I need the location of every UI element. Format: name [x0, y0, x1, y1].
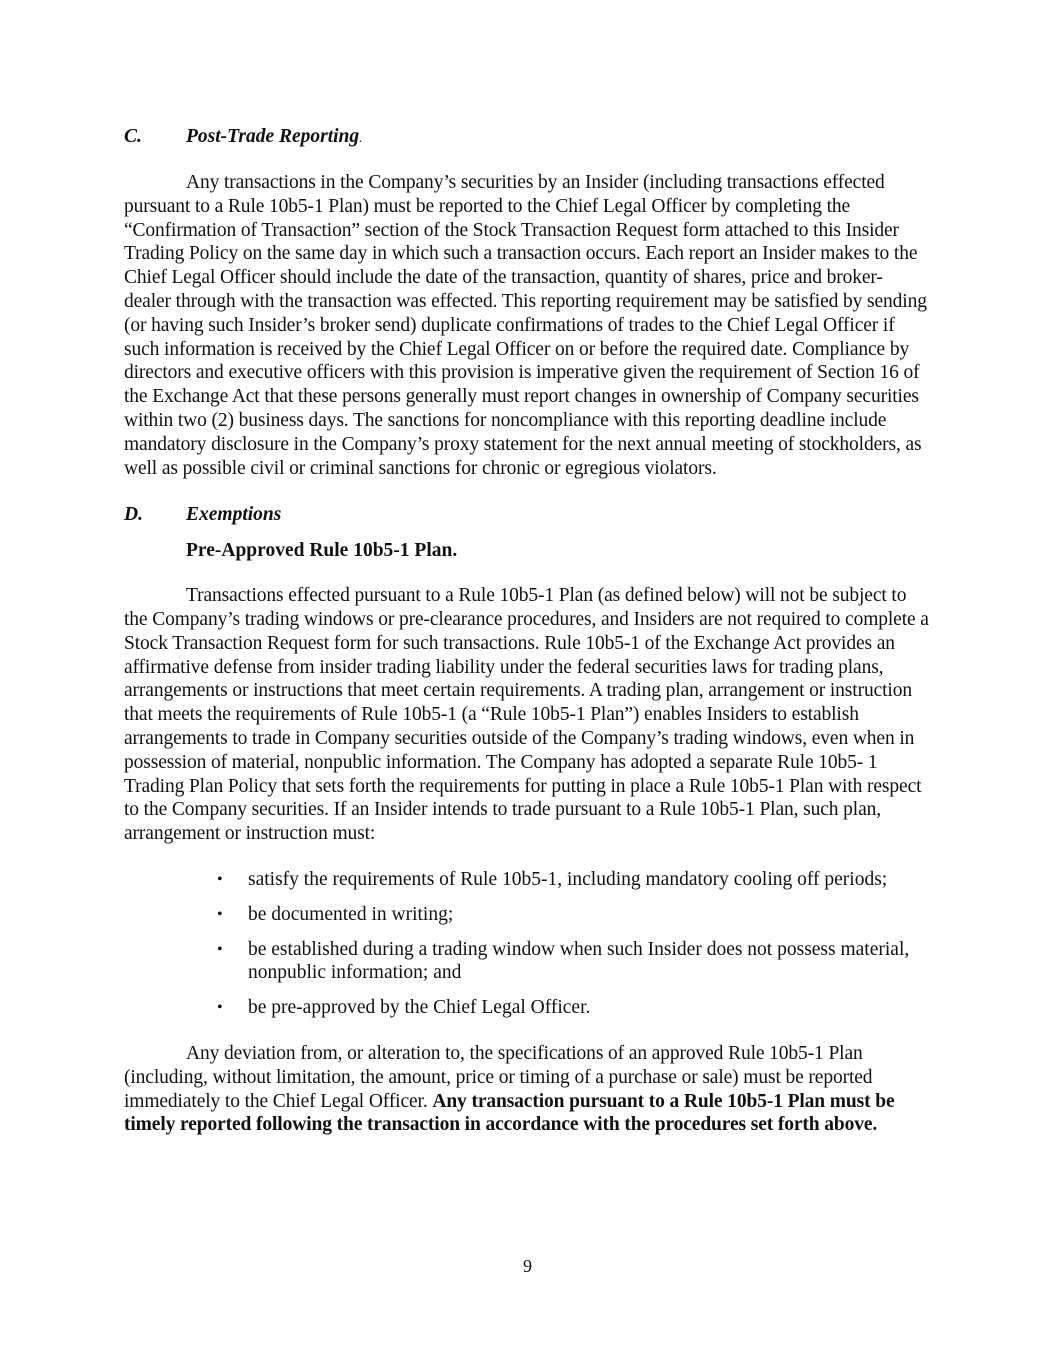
- section-d-paragraph: Transactions effected pursuant to a Rule 10b5-1 Plan (as defined below) will not be subject to the Company’s trading windows or pre-clearance procedures, and Insiders are not required to complete a Stock Transaction Request form for such transactions. Rule 10b5-1 of the Exchange Act provides an affirmative defense from insider trading liability under the federal securities laws for trading plans, arrangements or instructions that meet certain requirements. A trading plan, arrangement or instruction that meets the requirements of Rule 10b5-1 (a “Rule 10b5-1 Plan”) enables Insiders to establish arrangements to trade in Company securities outside of the Company’s trading windows, even when in possession of material, nonpublic information. The Company has adopted a separate Rule 10b5- 1 Trading Plan Policy that sets forth the requirements for putting in place a Rule 10b5-1 Plan with respect to the Company securities. If an Insider intends to trade pursuant to a Rule 10b5-1 Plan, such plan, arrangement or instruction must:: [124, 585, 929, 845]
- bullet-icon: •: [217, 999, 223, 1017]
- section-c-title-punct: .: [359, 130, 363, 145]
- bullet-text: be pre-approved by the Chief Legal Officer.: [248, 997, 591, 1019]
- section-c-letter: C.: [124, 126, 142, 147]
- section-c-heading: [124, 125, 929, 149]
- bullet-icon: •: [217, 870, 223, 888]
- section-c-title: Post-Trade Reporting: [186, 126, 360, 147]
- closing-paragraph-emphasis: Any transaction pursuant to a Rule 10b5-1 Plan must be timely reported following the transaction in accordance with the procedures set forth above.: [124, 1090, 895, 1136]
- section-d-letter: D.: [124, 504, 143, 526]
- requirements-list: [124, 868, 929, 1020]
- list-item: [124, 868, 929, 892]
- section-d-title: Exemptions: [186, 504, 282, 526]
- bullet-text: satisfy the requirements of Rule 10b5-1, including mandatory cooling off periods;: [248, 868, 888, 890]
- list-item: [124, 903, 929, 927]
- list-item: [124, 938, 929, 986]
- closing-paragraph-text: Any deviation from, or alteration to, the specifications of an approved Rule 10b5-1 Plan (including, without limitation, the amount, price or timing of a purchase or sale) must be reported immediately to the Chief Legal Officer.: [124, 1042, 873, 1112]
- bullet-icon: •: [217, 940, 223, 958]
- bullet-text: be established during a trading window when such Insider does not possess material, nonpublic information; and: [248, 938, 910, 984]
- list-item: [124, 996, 929, 1020]
- bullet-icon: •: [217, 905, 223, 923]
- page-number: 9: [523, 1256, 532, 1276]
- section-d-subheading: Pre-Approved Rule 10b5-1 Plan.: [186, 540, 458, 562]
- closing-paragraph: [124, 1042, 929, 1137]
- section-c-paragraph: Any transactions in the Company’s securities by an Insider (including transactions effected pursuant to a Rule 10b5-1 Plan) must be reported to the Chief Legal Officer by completing the “Confirmation of Transaction” section of the Stock Transaction Request form attached to this Insider Trading Policy on the same day in which such a transaction occurs. Each report an Insider makes to the Chief Legal Officer should include the date of the transaction, quantity of shares, price and broker-dealer through with the transaction was effected. This reporting requirement may be satisfied by sending (or having such Insider’s broker send) duplicate confirmations of trades to the Chief Legal Officer if such information is received by the Chief Legal Officer on or before the required date. Compliance by directors and executive officers with this provision is imperative given the requirement of Section 16 of the Exchange Act that these persons generally must report changes in ownership of Company securities within two (2) business days. The sanctions for noncompliance with this reporting deadline include mandatory disclosure in the Company’s proxy statement for the next annual meeting of stockholders, as well as possible civil or criminal sanctions for chronic or egregious violators.: [124, 172, 927, 479]
- document-page: [124, 125, 929, 1137]
- section-d-heading: [124, 503, 929, 527]
- bullet-text: be documented in writing;: [248, 903, 454, 925]
